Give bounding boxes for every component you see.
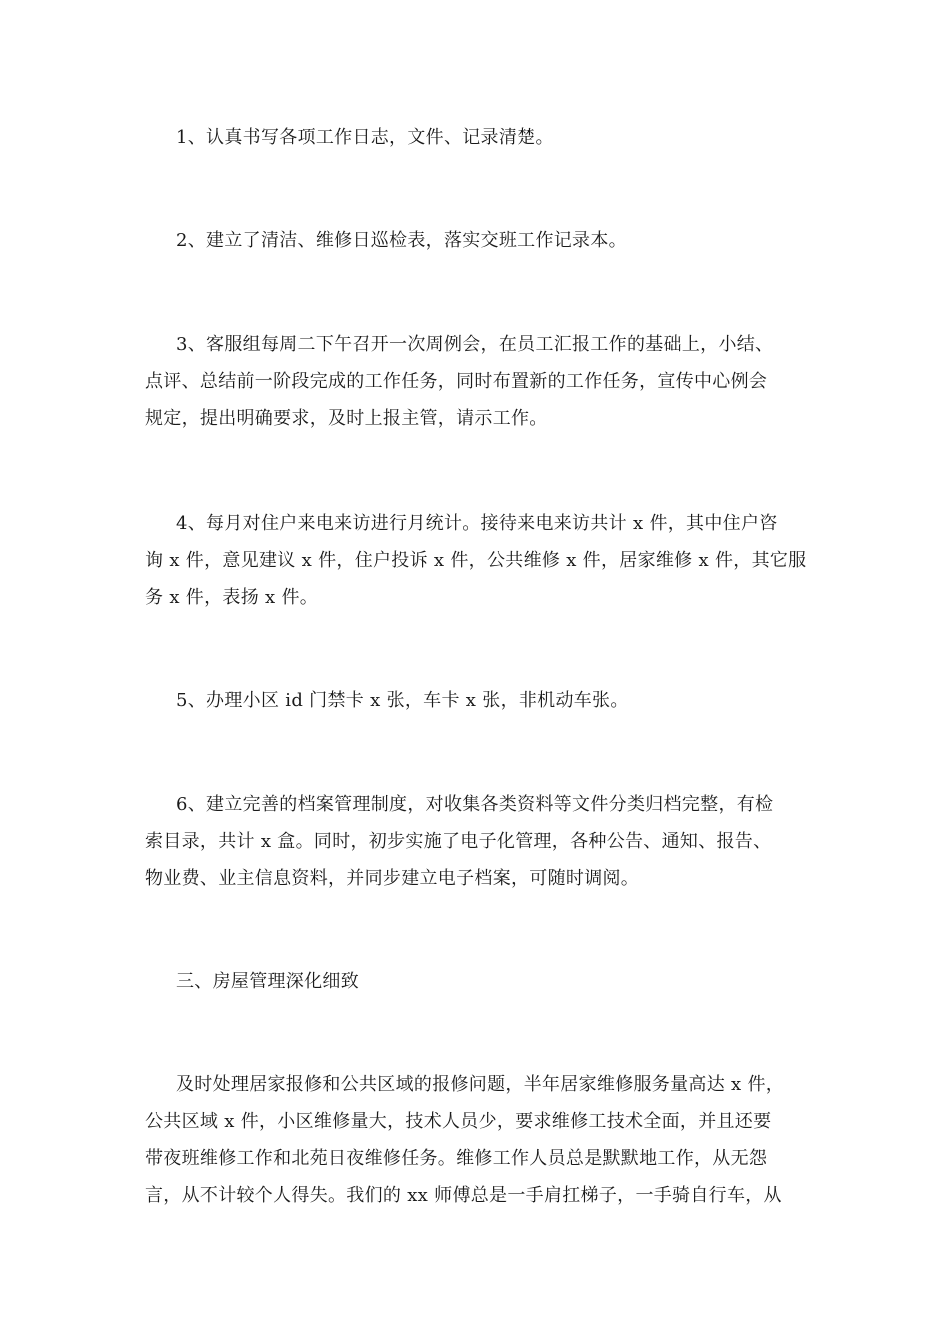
paragraph-line: 5、办理小区 id 门禁卡 x 张，车卡 x 张，非机动车张。 bbox=[176, 690, 629, 711]
paragraph-line: 6、建立完善的档案管理制度，对收集各类资料等文件分类归档完整，有检 bbox=[176, 794, 774, 815]
paragraph-line: 点评、总结前一阶段完成的工作任务，同时布置新的工作任务，宣传中心例会 bbox=[145, 371, 768, 392]
house-management-paragraph bbox=[145, 1066, 810, 1214]
section-heading bbox=[145, 963, 810, 1000]
item-1-paragraph bbox=[145, 119, 810, 156]
paragraph-line: 询 x 件，意见建议 x 件，住户投诉 x 件，公共维修 x 件，居家维修 x 件，其它服 bbox=[145, 550, 807, 571]
item-2-paragraph bbox=[145, 222, 810, 259]
paragraph-line: 及时处理居家报修和公共区域的报修问题，半年居家维修服务量高达 x 件， bbox=[176, 1074, 785, 1095]
paragraph-line: 带夜班维修工作和北苑日夜维修任务。维修工作人员总是默默地工作，从无怨 bbox=[145, 1148, 768, 1169]
paragraph-line: 规定，提出明确要求，及时上报主管，请示工作。 bbox=[145, 408, 548, 429]
paragraph-line: 2、建立了清洁、维修日巡检表，落实交班工作记录本。 bbox=[176, 230, 627, 251]
paragraph-line: 物业费、业主信息资料，并同步建立电子档案，可随时调阅。 bbox=[145, 868, 640, 889]
paragraph-line: 索目录，共计 x 盒。同时，初步实施了电子化管理，各种公告、通知、报告、 bbox=[145, 831, 772, 852]
paragraph-line: 4、每月对住户来电来访进行月统计。接待来电来访共计 x 件，其中住户咨 bbox=[176, 513, 778, 534]
item-6-paragraph bbox=[145, 786, 810, 897]
item-3-paragraph bbox=[145, 326, 810, 437]
item-5-paragraph bbox=[145, 682, 810, 719]
paragraph-line: 务 x 件，表扬 x 件。 bbox=[145, 587, 319, 608]
paragraph-line: 1、认真书写各项工作日志，文件、记录清楚。 bbox=[176, 127, 554, 148]
paragraph-line: 言，从不计较个人得失。我们的 xx 师傅总是一手肩扛梯子，一手骑自行车，从 bbox=[145, 1185, 782, 1206]
item-4-paragraph bbox=[145, 505, 810, 616]
paragraph-line: 3、客服组每周二下午召开一次周例会，在员工汇报工作的基础上，小结、 bbox=[176, 334, 774, 355]
paragraph-line: 公共区域 x 件，小区维修量大，技术人员少，要求维修工技术全面，并且还要 bbox=[145, 1111, 772, 1132]
section-heading-text: 三、房屋管理深化细致 bbox=[176, 971, 359, 992]
